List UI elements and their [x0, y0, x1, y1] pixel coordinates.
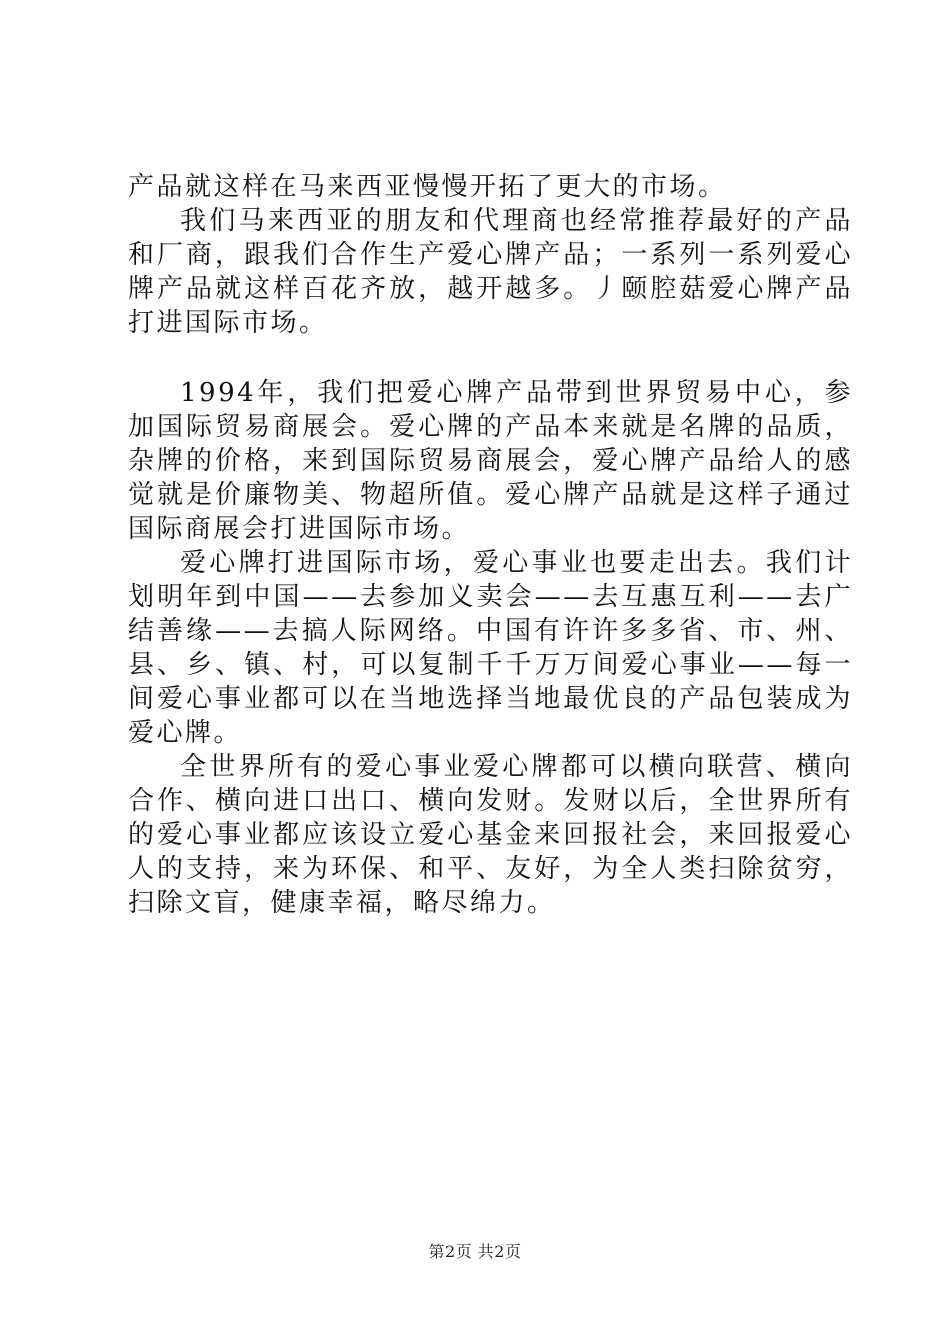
paragraph-4: 爱心牌打进国际市场，爱心事业也要走出去。我们计划明年到中国——去参加义卖会——去互惠互利——去广结善缘——去搞人际网络。中国有许许多多省、市、州、县、乡、镇、村，可以复制千千万万间爱心事业——每一间爱心事业都可以在当地选择当地最优良的产品包装成为爱心牌。: [128, 548, 853, 748]
paragraph-3: 1994年，我们把爱心牌产品带到世界贸易中心，参加国际贸易商展会。爱心牌的产品本来就是名牌的品质，杂牌的价格，来到国际贸易商展会，爱心牌产品给人的感觉就是价廉物美、物超所值。爱心牌产品就是这样子通过国际商展会打进国际市场。: [128, 378, 853, 544]
paragraph-spacer: [128, 340, 853, 376]
page-number-footer: 第2页 共2页: [428, 1242, 522, 1261]
document-body: [128, 170, 853, 920]
paragraph-1: 产品就这样在马来西亚慢慢开拓了更大的市场。: [128, 172, 727, 202]
paragraph-2: 我们马来西亚的朋友和代理商也经常推荐最好的产品和厂商，跟我们合作生产爱心牌产品；一系列一系列爱心牌产品就这样百花齐放，越开越多。丿颐腔菇爱心牌产品打进国际市场。: [128, 206, 853, 338]
paragraph-5: 全世界所有的爱心事业爱心牌都可以横向联营、横向合作、横向进口出口、横向发财。发财以后，全世界所有的爱心事业都应该设立爱心基金来回报社会，来回报爱心人的支持，来为环保、和平、友好，为全人类扫除贫穷，扫除文盲，健康幸福，略尽绵力。: [128, 752, 853, 918]
